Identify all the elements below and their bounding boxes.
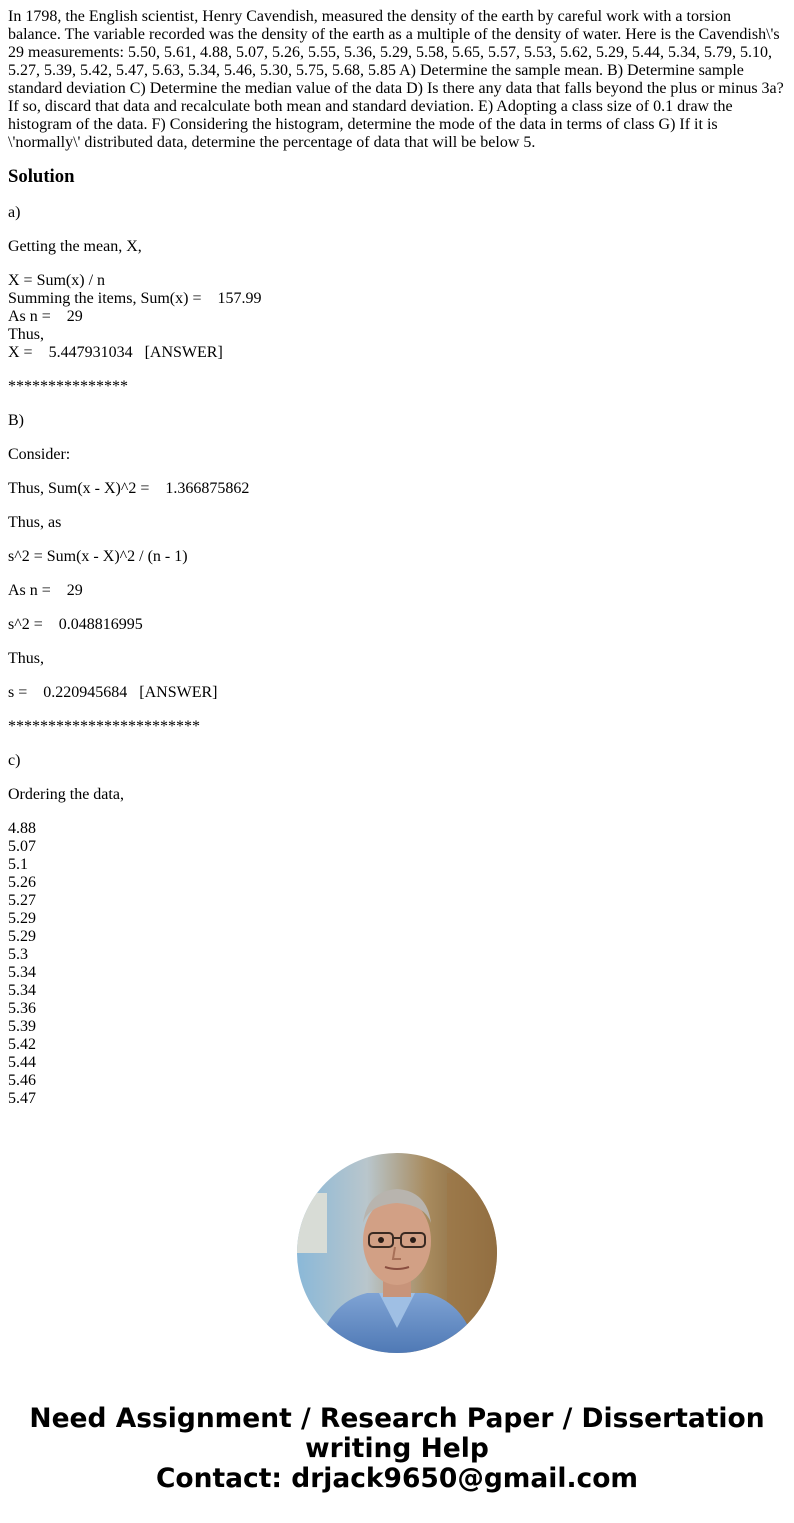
part-b-variance: s^2 = 0.048816995 (8, 616, 143, 633)
ordered-value: 5.44 (8, 1054, 36, 1071)
ordered-value: 5.36 (8, 1000, 36, 1017)
ordered-value: 5.39 (8, 1018, 36, 1035)
part-a-intro: Getting the mean, X, (8, 238, 142, 255)
document-body (8, 8, 786, 1124)
cta-line-2: writing Help (305, 1433, 489, 1464)
ordered-value: 5.27 (8, 892, 36, 909)
ordered-value: 5.46 (8, 1072, 36, 1089)
part-b-n: As n = 29 (8, 582, 83, 599)
part-a-sum: Summing the items, Sum(x) = 157.99 (8, 290, 262, 307)
ordered-value: 5.3 (8, 946, 28, 963)
part-a-n: As n = 29 (8, 308, 83, 325)
part-b-stars: ************************ (8, 718, 200, 735)
question-text: In 1798, the English scientist, Henry Cavendish, measured the density of the earth by careful work with a torsion balance. The variable recorded was the density of the earth as a multiple of the density of water. Here is the Cavendish\'s 29 measurements: 5.50, 5.61, 4.88, 5.07, 5.26, 5.55, 5.36, 5.29, 5.58, 5.65, 5.57, 5.53, 5.62, 5.29, 5.44, 5.34, 5.79, 5.10, 5.27, 5.39, 5.42, 5.47, 5.63, 5.34, 5.46, 5.30, 5.75, 5.68, 5.85 A) Determine the sample mean. B) Determine sample standard deviation C) Determine the median value of the data D) Is there any data that falls beyond the plus or minus 3a? If so, discard that data and recalculate both mean and standard deviation. E) Adopting a class size of 0.1 draw the histogram of the data. F) Considering the histogram, determine the mode of the data in terms of class G) If it is \'normally\' distributed data, determine the percentage of data that will be below 5. (8, 8, 784, 151)
part-b-answer: s = 0.220945684 [ANSWER] (8, 684, 218, 701)
solution-heading: Solution (8, 166, 75, 187)
part-b-label: B) (8, 412, 24, 429)
part-a-thus: Thus, (8, 326, 44, 343)
part-b-consider: Consider: (8, 446, 71, 463)
part-a-stars: *************** (8, 378, 128, 395)
ordered-value: 5.47 (8, 1090, 36, 1107)
part-b-formula: s^2 = Sum(x - X)^2 / (n - 1) (8, 548, 188, 565)
ordered-value: 5.34 (8, 964, 36, 981)
cta-line-1: Need Assignment / Research Paper / Dissertation (29, 1403, 765, 1434)
ordered-value: 5.29 (8, 928, 36, 945)
author-avatar (297, 1153, 497, 1353)
part-b-sum-sq: Thus, Sum(x - X)^2 = 1.366875862 (8, 480, 250, 497)
ordered-value: 5.29 (8, 910, 36, 927)
ordered-value: 5.1 (8, 856, 28, 873)
part-b-thus-as: Thus, as (8, 514, 62, 531)
part-c-intro: Ordering the data, (8, 786, 124, 803)
ordered-value: 5.07 (8, 838, 36, 855)
part-a-formula: X = Sum(x) / n (8, 272, 106, 289)
ordered-value: 5.26 (8, 874, 36, 891)
cta-line-3: Contact: drjack9650@gmail.com (155, 1463, 639, 1494)
part-b-thus: Thus, (8, 650, 44, 667)
ordered-data-list (8, 820, 786, 1108)
part-a-answer: X = 5.447931034 [ANSWER] (8, 344, 223, 361)
part-c-label: c) (8, 752, 21, 769)
author-photo (297, 1153, 497, 1353)
contact-banner (0, 1404, 794, 1494)
part-a-block (8, 272, 786, 362)
ordered-value: 5.42 (8, 1036, 36, 1053)
ordered-value: 5.34 (8, 982, 36, 999)
ordered-value: 4.88 (8, 820, 36, 837)
part-a-label: a) (8, 204, 21, 221)
